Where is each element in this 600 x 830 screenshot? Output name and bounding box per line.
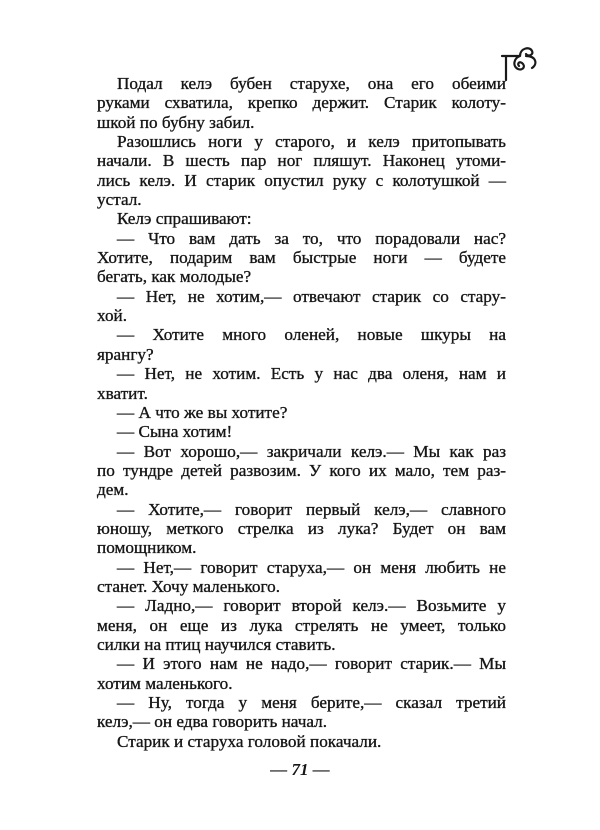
text-line: силки на птиц научился ставить.: [97, 634, 336, 654]
text-line: — Нет,— говорит старуха,— он меня любить не: [117, 557, 506, 577]
text-line: — И этого нам не надо,— говорит старик.— Мы: [117, 654, 506, 674]
page-number: — 71 —: [270, 760, 330, 779]
text-line: дем.: [97, 480, 129, 500]
text-line: Келэ спрашивают:: [117, 209, 252, 229]
text-line: — Сына хотим!: [117, 422, 233, 442]
text-line: — Хотите,— говорит первый келэ,— славного: [117, 499, 506, 519]
text-line: — Вот хорошо,— закричали келэ.— Мы как раз: [117, 441, 506, 461]
text-line: устал.: [97, 190, 142, 210]
text-line: — А что же вы хотите?: [117, 402, 288, 422]
text-line: — Ну, тогда у меня берите,— сказал третий: [117, 693, 506, 712]
text-line: Хотите, подарим вам быстрые ноги — будете: [97, 248, 506, 268]
text-line: хватит.: [97, 383, 148, 403]
text-line: Разошлись ноги у старого, и келэ притопывать: [117, 132, 506, 152]
text-line: — Что вам дать за то, что порадовали нас?: [117, 228, 506, 248]
text-line: руками схватила, крепко держит. Старик колоту-: [97, 93, 506, 113]
text-line: — Ладно,— говорит второй келэ.— Возьмите у: [117, 596, 506, 616]
text-line: хотим маленького.: [97, 673, 233, 693]
text-line: — Нет, не хотим. Есть у нас два оленя, нам и: [117, 364, 506, 384]
text-line: помощником.: [97, 538, 197, 558]
text-line: бегать, как молодые?: [97, 267, 252, 287]
body-text: [97, 74, 506, 751]
text-line: келэ,— он едва говорить начал.: [97, 712, 328, 732]
text-line: — Нет, не хотим,— отвечают старик со стару-: [117, 286, 506, 306]
text-line: юношу, меткого стрелка из лука? Будет он вам: [97, 518, 506, 538]
text-line: лись келэ. И старик опустил руку с колотушкой —: [97, 170, 506, 190]
text-line: начали. В шесть пар ног пляшут. Наконец утоми-: [97, 151, 506, 171]
text-line: Подал келэ бубен старухе, она его обеими: [117, 74, 506, 93]
text-line: Старик и старуха головой покачали.: [117, 731, 382, 751]
text-line: — Хотите много оленей, новые шкуры на: [117, 325, 506, 345]
text-line: меня, он еще из лука стрелять не умеет, только: [97, 615, 506, 635]
text-line: ярангу?: [97, 344, 154, 364]
text-line: по тундре детей развозим. У кого их мало, тем раз-: [97, 460, 506, 480]
text-line: хой.: [97, 306, 128, 326]
text-line: шкой по бубну забил.: [97, 112, 255, 132]
text-line: станет. Хочу маленького.: [97, 576, 280, 596]
